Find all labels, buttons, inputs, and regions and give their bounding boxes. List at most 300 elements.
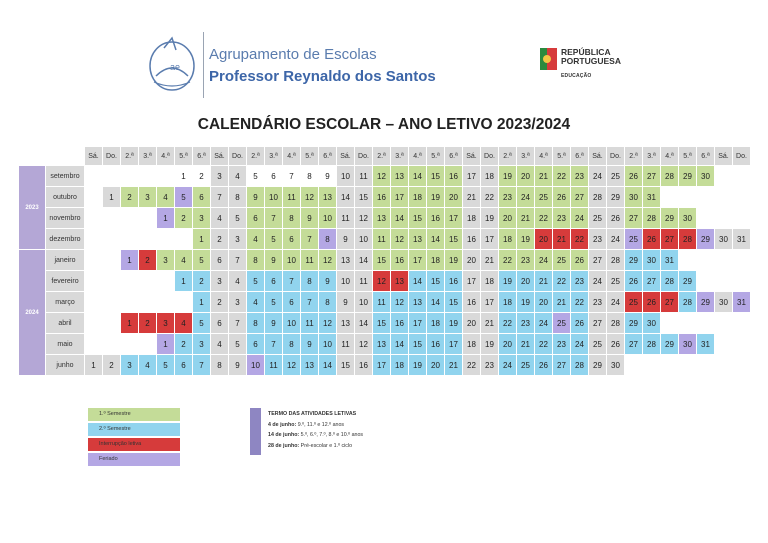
day-cell: 29	[607, 187, 624, 207]
day-cell: 1	[121, 250, 138, 270]
day-cell: 14	[391, 334, 408, 354]
day-cell: 17	[481, 229, 498, 249]
school-logo-icon	[146, 34, 198, 94]
day-cell: 24	[517, 187, 534, 207]
empty-cell	[139, 334, 156, 354]
day-cell: 10	[337, 166, 354, 186]
day-cell: 21	[445, 355, 462, 375]
day-cell: 28	[679, 292, 696, 312]
day-cell: 25	[625, 229, 642, 249]
day-cell: 3	[229, 292, 246, 312]
weekday-header: 6.ª	[319, 147, 336, 165]
day-cell: 29	[697, 292, 714, 312]
day-cell: 23	[589, 292, 606, 312]
day-cell: 18	[481, 271, 498, 291]
empty-cell	[175, 229, 192, 249]
day-cell: 19	[517, 229, 534, 249]
termo-date: 14 de junho:	[268, 432, 300, 438]
day-cell: 26	[607, 334, 624, 354]
day-cell: 26	[571, 313, 588, 333]
day-cell: 23	[553, 334, 570, 354]
day-cell: 12	[391, 229, 408, 249]
day-cell: 9	[337, 292, 354, 312]
legend-item: Feriado	[88, 453, 180, 466]
day-cell: 21	[535, 271, 552, 291]
day-cell: 2	[121, 187, 138, 207]
day-cell: 20	[445, 187, 462, 207]
empty-cell	[679, 313, 696, 333]
weekday-header: 4.ª	[661, 147, 678, 165]
month-row	[19, 313, 750, 333]
weekday-header: Sá.	[463, 147, 480, 165]
day-cell: 26	[643, 292, 660, 312]
day-cell: 5	[265, 229, 282, 249]
day-cell: 6	[283, 229, 300, 249]
day-cell: 24	[571, 208, 588, 228]
day-cell: 13	[391, 271, 408, 291]
day-cell: 14	[427, 292, 444, 312]
year-label: 2024	[19, 250, 45, 375]
weekday-header: Sá.	[211, 147, 228, 165]
empty-cell	[715, 355, 732, 375]
empty-cell	[733, 334, 750, 354]
termo-item	[268, 430, 363, 441]
empty-cell	[715, 313, 732, 333]
day-cell: 11	[337, 334, 354, 354]
day-cell: 18	[499, 229, 516, 249]
day-cell: 15	[409, 208, 426, 228]
day-cell: 19	[445, 250, 462, 270]
empty-cell	[157, 271, 174, 291]
day-cell: 28	[643, 334, 660, 354]
day-cell: 29	[661, 334, 678, 354]
weekday-header: 4.ª	[409, 147, 426, 165]
day-cell: 12	[373, 271, 390, 291]
day-cell: 10	[265, 187, 282, 207]
day-cell: 26	[535, 355, 552, 375]
day-cell: 24	[589, 166, 606, 186]
day-cell: 4	[175, 250, 192, 270]
month-label: abril	[46, 313, 84, 333]
day-cell: 10	[283, 250, 300, 270]
day-cell: 14	[319, 355, 336, 375]
day-cell: 17	[463, 166, 480, 186]
day-cell: 5	[265, 292, 282, 312]
day-cell: 9	[301, 334, 318, 354]
month-label: fevereiro	[46, 271, 84, 291]
day-cell: 15	[373, 250, 390, 270]
empty-cell	[733, 187, 750, 207]
day-cell: 3	[193, 334, 210, 354]
empty-cell	[85, 313, 102, 333]
month-label: maio	[46, 334, 84, 354]
day-cell: 22	[499, 313, 516, 333]
day-cell: 8	[319, 229, 336, 249]
day-cell: 24	[607, 292, 624, 312]
day-cell: 1	[121, 313, 138, 333]
empty-cell	[121, 229, 138, 249]
empty-cell	[697, 313, 714, 333]
day-cell: 30	[643, 250, 660, 270]
day-cell: 15	[409, 334, 426, 354]
day-cell: 22	[481, 187, 498, 207]
day-cell: 6	[175, 355, 192, 375]
weekday-header: 3.ª	[517, 147, 534, 165]
month-row	[19, 229, 750, 249]
weekday-header: 5.ª	[553, 147, 570, 165]
day-cell: 8	[247, 250, 264, 270]
day-cell: 14	[409, 271, 426, 291]
day-cell: 4	[247, 229, 264, 249]
day-cell: 19	[481, 334, 498, 354]
day-cell: 10	[283, 313, 300, 333]
day-cell: 28	[607, 313, 624, 333]
day-cell: 18	[481, 166, 498, 186]
empty-cell	[85, 166, 102, 186]
day-cell: 3	[193, 208, 210, 228]
empty-cell	[103, 334, 120, 354]
day-cell: 19	[517, 292, 534, 312]
empty-cell	[157, 292, 174, 312]
day-cell: 28	[589, 187, 606, 207]
day-cell: 13	[391, 166, 408, 186]
day-cell: 21	[553, 292, 570, 312]
day-cell: 31	[733, 292, 750, 312]
month-row	[19, 292, 750, 312]
day-cell: 9	[319, 271, 336, 291]
day-cell: 31	[661, 250, 678, 270]
weekday-header: Do.	[733, 147, 750, 165]
weekday-header: 4.ª	[283, 147, 300, 165]
day-cell: 20	[463, 250, 480, 270]
empty-cell	[85, 229, 102, 249]
termo-atividades	[268, 409, 363, 451]
day-cell: 1	[175, 271, 192, 291]
day-cell: 13	[337, 313, 354, 333]
empty-cell	[715, 250, 732, 270]
day-cell: 12	[391, 292, 408, 312]
day-cell: 30	[625, 187, 642, 207]
day-cell: 20	[499, 208, 516, 228]
empty-cell	[157, 166, 174, 186]
day-cell: 18	[463, 334, 480, 354]
day-cell: 30	[607, 355, 624, 375]
empty-cell	[733, 271, 750, 291]
day-cell: 31	[697, 334, 714, 354]
day-cell: 4	[139, 355, 156, 375]
empty-cell	[103, 250, 120, 270]
day-cell: 14	[337, 187, 354, 207]
day-cell: 15	[355, 187, 372, 207]
day-cell: 16	[463, 229, 480, 249]
day-cell: 26	[625, 166, 642, 186]
day-cell: 18	[409, 187, 426, 207]
day-cell: 17	[409, 250, 426, 270]
day-cell: 7	[193, 355, 210, 375]
empty-cell	[733, 355, 750, 375]
day-cell: 25	[517, 355, 534, 375]
weekday-header: 3.ª	[265, 147, 282, 165]
day-cell: 10	[337, 271, 354, 291]
day-cell: 16	[427, 208, 444, 228]
day-cell: 25	[625, 292, 642, 312]
day-cell: 12	[355, 334, 372, 354]
day-cell: 8	[211, 355, 228, 375]
day-cell: 27	[553, 355, 570, 375]
day-cell: 11	[301, 313, 318, 333]
day-cell: 23	[571, 271, 588, 291]
empty-cell	[85, 208, 102, 228]
school-name-line1: Agrupamento de Escolas	[209, 46, 377, 63]
day-cell: 13	[409, 292, 426, 312]
day-cell: 10	[355, 292, 372, 312]
day-cell: 20	[463, 313, 480, 333]
month-label: setembro	[46, 166, 84, 186]
school-name-line2: Professor Reynaldo dos Santos	[209, 68, 436, 85]
day-cell: 28	[661, 166, 678, 186]
weekday-header: 3.ª	[139, 147, 156, 165]
weekday-header: 2.ª	[121, 147, 138, 165]
day-cell: 25	[553, 313, 570, 333]
day-cell: 29	[589, 355, 606, 375]
day-cell: 8	[319, 292, 336, 312]
day-cell: 21	[463, 187, 480, 207]
empty-cell	[697, 355, 714, 375]
day-cell: 22	[553, 166, 570, 186]
day-cell: 28	[679, 229, 696, 249]
logo-text: ae	[170, 62, 181, 72]
day-cell: 9	[337, 229, 354, 249]
empty-cell	[139, 229, 156, 249]
day-cell: 1	[157, 208, 174, 228]
day-cell: 19	[499, 271, 516, 291]
day-cell: 28	[661, 271, 678, 291]
government-logo	[540, 48, 630, 82]
weekday-header: 2.ª	[499, 147, 516, 165]
empty-cell	[121, 166, 138, 186]
empty-cell	[661, 355, 678, 375]
day-cell: 2	[193, 271, 210, 291]
day-cell: 25	[553, 250, 570, 270]
day-cell: 29	[697, 229, 714, 249]
day-cell: 21	[481, 250, 498, 270]
day-cell: 17	[409, 313, 426, 333]
day-cell: 7	[301, 292, 318, 312]
empty-cell	[103, 229, 120, 249]
day-cell: 11	[283, 187, 300, 207]
day-cell: 6	[247, 208, 264, 228]
day-cell: 1	[85, 355, 102, 375]
day-cell: 18	[463, 208, 480, 228]
day-cell: 7	[265, 208, 282, 228]
page-title: CALENDÁRIO ESCOLAR – ANO LETIVO 2023/2024	[197, 116, 571, 133]
day-cell: 8	[283, 334, 300, 354]
day-cell: 30	[715, 229, 732, 249]
day-cell: 14	[355, 250, 372, 270]
day-cell: 2	[211, 229, 228, 249]
weekday-header: 3.ª	[391, 147, 408, 165]
day-cell: 22	[535, 208, 552, 228]
day-cell: 22	[553, 271, 570, 291]
day-cell: 7	[229, 250, 246, 270]
day-cell: 15	[445, 229, 462, 249]
empty-cell	[85, 250, 102, 270]
empty-cell	[103, 166, 120, 186]
day-cell: 19	[499, 166, 516, 186]
weekday-header: Do.	[229, 147, 246, 165]
day-cell: 7	[283, 166, 300, 186]
day-cell: 22	[571, 292, 588, 312]
empty-cell	[733, 250, 750, 270]
weekday-header: 6.ª	[445, 147, 462, 165]
day-cell: 16	[445, 271, 462, 291]
day-cell: 5	[175, 187, 192, 207]
month-row	[19, 208, 750, 228]
day-cell: 4	[211, 334, 228, 354]
day-cell: 31	[733, 229, 750, 249]
day-cell: 20	[535, 292, 552, 312]
termo-item	[268, 441, 363, 452]
day-cell: 18	[427, 313, 444, 333]
month-label: dezembro	[46, 229, 84, 249]
day-cell: 18	[391, 355, 408, 375]
day-cell: 21	[535, 166, 552, 186]
empty-cell	[733, 208, 750, 228]
day-cell: 16	[445, 166, 462, 186]
day-cell: 12	[319, 250, 336, 270]
day-cell: 2	[175, 334, 192, 354]
empty-cell	[121, 334, 138, 354]
government-name	[561, 48, 621, 66]
year-column-header	[19, 147, 45, 165]
day-cell: 27	[571, 187, 588, 207]
day-cell: 9	[301, 208, 318, 228]
day-cell: 8	[301, 271, 318, 291]
day-cell: 20	[517, 271, 534, 291]
day-cell: 10	[355, 229, 372, 249]
day-cell: 3	[157, 250, 174, 270]
day-cell: 31	[643, 187, 660, 207]
month-row	[19, 166, 750, 186]
empty-cell	[157, 229, 174, 249]
day-cell: 16	[427, 334, 444, 354]
portugal-flag-icon	[540, 48, 557, 70]
day-cell: 14	[427, 229, 444, 249]
day-cell: 25	[589, 208, 606, 228]
day-cell: 17	[445, 334, 462, 354]
day-cell: 10	[247, 355, 264, 375]
day-cell: 23	[553, 208, 570, 228]
empty-cell	[85, 334, 102, 354]
day-cell: 2	[103, 355, 120, 375]
empty-cell	[139, 166, 156, 186]
day-cell: 6	[193, 187, 210, 207]
weekday-header: 5.ª	[427, 147, 444, 165]
empty-cell	[697, 271, 714, 291]
weekday-header: Do.	[607, 147, 624, 165]
empty-cell	[121, 208, 138, 228]
day-cell: 27	[589, 250, 606, 270]
day-cell: 14	[409, 166, 426, 186]
weekday-header: 6.ª	[697, 147, 714, 165]
month-column-header	[46, 147, 84, 165]
empty-cell	[697, 208, 714, 228]
day-cell: 30	[643, 313, 660, 333]
day-cell: 1	[193, 229, 210, 249]
day-cell: 3	[211, 271, 228, 291]
day-cell: 30	[697, 166, 714, 186]
empty-cell	[103, 313, 120, 333]
day-cell: 21	[553, 229, 570, 249]
empty-cell	[139, 292, 156, 312]
day-cell: 27	[661, 229, 678, 249]
empty-cell	[85, 292, 102, 312]
day-cell: 16	[463, 292, 480, 312]
termo-date: 28 de junho:	[268, 442, 300, 449]
day-cell: 17	[481, 292, 498, 312]
day-cell: 8	[283, 208, 300, 228]
weekday-header: 5.ª	[175, 147, 192, 165]
termo-text: Pré-escolar e 1.º ciclo	[299, 442, 353, 449]
day-cell: 12	[283, 355, 300, 375]
day-cell: 23	[499, 187, 516, 207]
day-cell: 11	[355, 271, 372, 291]
day-cell: 28	[571, 355, 588, 375]
day-cell: 12	[355, 208, 372, 228]
day-cell: 10	[319, 208, 336, 228]
termo-text: 5.º, 6.º, 7.º, 8.º e 10.º anos	[299, 432, 364, 438]
day-cell: 29	[625, 250, 642, 270]
empty-cell	[733, 166, 750, 186]
day-cell: 28	[643, 208, 660, 228]
empty-cell	[103, 292, 120, 312]
government-name-line1: REPÚBLICA	[561, 47, 611, 57]
day-cell: 8	[229, 187, 246, 207]
empty-cell	[85, 271, 102, 291]
day-cell: 22	[463, 355, 480, 375]
day-cell: 14	[391, 208, 408, 228]
day-cell: 16	[355, 355, 372, 375]
day-cell: 25	[607, 271, 624, 291]
termo-text: 9.º, 11.º e 12.º anos	[296, 421, 345, 428]
day-cell: 21	[517, 208, 534, 228]
month-label: março	[46, 292, 84, 312]
empty-cell	[103, 208, 120, 228]
day-cell: 15	[373, 313, 390, 333]
weekday-header: Sá.	[85, 147, 102, 165]
day-cell: 20	[517, 166, 534, 186]
empty-cell	[715, 166, 732, 186]
legend-item: 1.º Semestre	[88, 408, 180, 421]
day-cell: 3	[157, 313, 174, 333]
day-cell: 12	[301, 187, 318, 207]
day-cell: 13	[409, 229, 426, 249]
day-cell: 2	[193, 166, 210, 186]
day-cell: 23	[589, 229, 606, 249]
day-cell: 1	[103, 187, 120, 207]
weekday-header: Sá.	[715, 147, 732, 165]
day-cell: 10	[319, 334, 336, 354]
empty-cell	[715, 271, 732, 291]
day-cell: 23	[517, 313, 534, 333]
day-cell: 1	[175, 166, 192, 186]
day-cell: 27	[589, 313, 606, 333]
day-cell: 1	[157, 334, 174, 354]
day-cell: 13	[373, 208, 390, 228]
day-cell: 9	[265, 250, 282, 270]
day-cell: 4	[247, 292, 264, 312]
weekday-header: 2.ª	[247, 147, 264, 165]
